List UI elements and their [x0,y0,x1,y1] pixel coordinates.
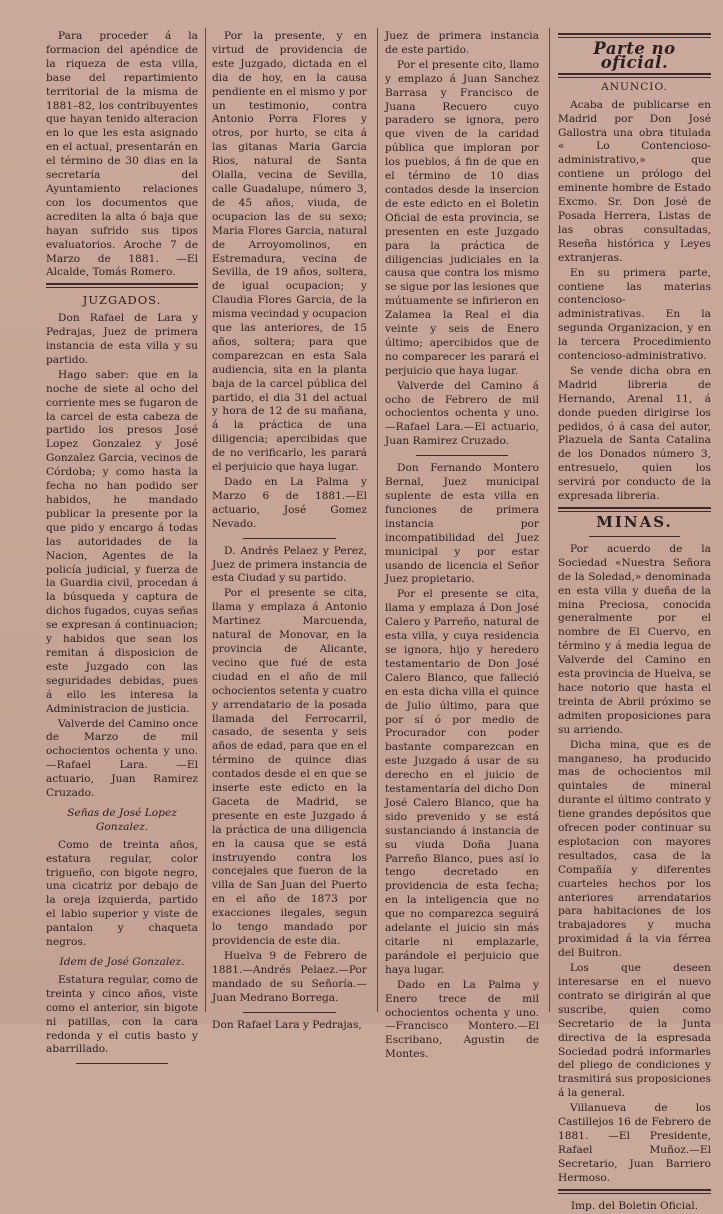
imprint: Imp. del Boletin Oficial. [570,1199,699,1212]
mine-contact: Los que deseen interesarse en el nuevo contrato se dirigirán al que suscribe, quien como Secretario de la Junta directiva de la espresada Sociedad podrá informarles del pliego de condiciones y trasmitirá sus proposiciones á la general. [558,962,711,1100]
aroche-notice: Para proceder á la formacion del apéndice de la riqueza de esta villa, base del repartimiento territorial de la misma de 1881–82, los contribuyentes que hayan tenido alteracion en lo que les esta asignado en el actual, presentarán en el término de 30 dias en la secretaría del Ayuntamiento relaciones con los documentos que acrediten la alta ó baja que hayan sufrido sus tipos evaluatorios. Aroche 7 de Marzo de 1881. —El Alcalde, Tomás Romero. [46,30,198,279]
separator-rule [243,1012,336,1013]
column-divider [205,28,206,1012]
description-1: Como de treinta años, estatura regular, color trigueño, con bigote negro, una cicatriz por debajo de la oreja izquierda, partido el labio superior y viste de pantalon y chaqueta negros. [46,838,198,949]
description-2: Estatura regular, como de treinta y cinco años, viste como el anterior, sin bigote ni patillas, con la cara redonda y el cutis basto y abarrillado. [46,973,198,1056]
description-heading-2: Idem de José Gonzalez. [59,956,185,968]
mine-notice: Por acuerdo de la Sociedad «Nuestra Señora de la Soledad,» denominada en esta villa y dueña de la mina Preciosa, conocida generalmente por el nombre de El Cuervo, en término y á media legua de Valverde del Camino en esta provincia de Huelva, se hace notorio que hasta el treinta de Abril próximo se admiten proposiciones para su arriendo. [558,542,711,736]
sanchez-citation: Por el presente cito, llamo y emplazo á Juan Sanchez Barrasa y Francisco de Juana Recuero cuyo paradero se ignora, pero que viven de la caridad pública que imploran por los pueblos, á fin de que en el término de 10 dias contados desde la insercion de este edicto en el Boletin Oficial de esta provincia, se presenten en este Juzgado para la práctica de diligencias judiciales en la causa que contra los mismo se sigue por las lesiones que mútuamente se infirieron en Zalamea la Real el dia veinte y seis de Enero último; apercibidos que de no comparecer les parará el perjuicio que haya lugar. [385,58,539,377]
calero-citation: Por el presente se cita, llama y emplaza á Don José Calero y Parreño, natural de esta villa, y cuya residencia se ignora, hijo y heredero testamentario de Don José Calero Blanco, que falleció en esta dicha villa el quince de Julio último, para que por sí ó por medio de Procurador con poder bastante comparezcan en este Juzgado á usar de su derecho en el juicio de testamentaría del dicho Don José Calero Blanco, que ha sido prevenido y se está sustanciando á instancia de su viuda Doña Juana Parreño Blanco, pues así lo tengo decretado en providencia de esta fecha; en la inteligencia que no que no comparezca seguirá adelante el juicio sin más citarle ni emplazarle, parándole el perjuicio que haya lugar. [385,588,539,976]
section-rule [46,283,198,288]
mine-signature: Villanueva de los Castillejos 16 de Febrero de 1881. —El Presidente, Rafael Muñoz.—El Secretario, Juan Barriero Hermoso. [558,1102,711,1184]
gitanas-signature: Dado en La Palma y Marzo 6 de 1881.—El actuario, José Gomez Nevado. [212,476,367,530]
section-rule [558,73,711,78]
la-palma-signature: Dado en La Palma y Enero trece de mil ochocientos ochenta y uno.—Francisco Montero.—El Escribano, Agustin de Montes. [385,978,539,1061]
description-heading-1: Señas de José Lopez Gonzalez. [67,806,177,833]
juez-intro: Don Rafael de Lara y Pedrajas, Juez de primera instancia de esta villa y su partido. [46,312,198,366]
column-divider [549,28,550,1012]
valverde-signature: Valverde del Camino á ocho de Febrero de mil ochocientos ochenta y uno.—Rafael Lara.—El actuario, Juan Ramirez Cruzado. [385,379,539,448]
fugitives-notice: Hago saber: que en la noche de siete al ocho del corriente mes se fugaron de la carcel de esta cabeza de partido los presos José Lopez Gonzalez y José Gonzalez Garcia, vecinos de Córdoba; y como hasta la fecha no han podido ser habidos, he mandado publicar la presente por la que pido y encargo á todas las autoridades de la Nacion, Agentes de la policía judicial, y fuerza de la Guardia civil, procedan á la búsqueda y captura de dichos fugados, cuyas señas se expresan á continuacion; y habidos que sean los remitan á disposicion de este Juzgado con las seguridades debidas, pues á ello les interesa la Administracion de justicia. [46,368,198,715]
book-sale: Se vende dicha obra en Madrid libreria de Hernando, Arenal 11, á donde pueden dirigirse los pedidos, ó á casa del autor, Plazuela de Santa Catalina de los Donados número 3, entresuelo, quien los servirá por conducto de la expresada libreria. [558,364,711,503]
book-announcement: Acaba de publicarse en Madrid por Don José Gallostra una obra titulada « Lo Contencioso-administrativo,» que contiene un prólogo del eminente hombre de Estado Excmo. Sr. Don José de Posada Herrera, Listas de las obras consultadas, Reseña histórica y Leyes extranjeras. [558,98,711,264]
anuncio-heading: ANUNCIO. [601,80,668,93]
mine-description: Dicha mina, que es de manganeso, ha producido mas de ochocientos mil quintales de mineral durante el último contrato y tiene grandes depósitos que ofrecen poder continuar su esplotacion con mayores resultados, casa de la Compañía y diferentes cuarteles hechos por los anteriores arrendatarios para habitaciones de los trabajadores y mucha proximidad á la via férrea del Buitron. [558,738,711,960]
minas-heading: MINAS. [596,513,673,531]
huelva-juez-intro: D. Andrés Pelaez y Perez, Juez de primera instancia de esta Ciudad y su partido. [212,544,367,585]
huelva-signature: Huelva 9 de Febrero de 1881.—Andrés Pelaez.—Por mandado de su Señoría.—Juan Medrano Borrega. [212,949,367,1004]
column-3 [385,30,539,1061]
parte-no-oficial-heading: Parte no oficial. [593,39,676,72]
section-rule [558,1189,711,1194]
separator-rule [589,536,681,537]
separator-rule [243,538,336,539]
lara-intro-cont: Juez de primera instancia de este partido. [385,30,539,56]
end-rule [76,1063,167,1064]
column-1 [46,30,198,1056]
section-rule [558,507,711,512]
lara-intro: Don Rafael Lara y Pedrajas, [212,1018,362,1031]
column-4 [558,30,711,1212]
gitanas-citation: Por la presente, y en virtud de providencia de este Juzgado, dictada en el dia de hoy, en la causa pendiente en el mismo y por un testimonio, contra Antonio Porra Flores y otros, por hurto, se cita á las gitanas Maria Garcia Rios, natural de Santa Olalla, vecina de Sevilla, calle Guadalupe, número 3, de 45 años, viuda, de ocupacion las de su sexo; Maria Flores Garcia, natural de Arroyomolinos, en Estremadura, vecina de Sevilla, de 19 años, soltera, de igual ocupacion; y Claudia Flores Garcia, de la misma vecindad y ocupacion que las anteriores, de 15 años, soltera; para que comparezcan en esta Sala audiencia, sita en la planta baja de la carcel pública del partido, el dia 31 del actual y hora de 12 de su mañana, á la práctica de una diligencia; apercibidas que de no verificarlo, les parará el perjuicio que haya lugar. [212,30,367,474]
montero-intro: Don Fernando Montero Bernal, Juez municipal suplente de esta villa en funciones de primera instancia por incompatibilidad del Juez municipal y por estar usando de licencia el Señor Juez propietario. [385,462,539,586]
book-contents: En su primera parte, contiene las materias contencioso-administrativas. En la segunda Organizacion, y en la tercera Procedimiento contencioso-administrativo. [558,266,711,363]
marcuenda-citation: Por el presente se cita, llama y emplaza á Antonio Martinez Marcuenda, natural de Monovar, en la provincia de Alicante, vecino que fué de esta ciudad en el año de mil ochocientos setenta y cuatro y arrendatario de la posada llamada del Ferrocarril, casado, de sesenta y seis años de edad, para que en el término de quince dias contados desde el en que se inserte este edicto en la Gaceta de Madrid, se presente en este Juzgado á la práctica de una diligencia en la causa que se está instruyendo contra los concejales que fueron de la villa de San Juan del Puerto en el año de 1873 por exacciones ilegales, segun lo tengo mandado por providencia de este dia. [212,587,367,947]
column-divider [377,28,378,1012]
separator-rule [416,455,508,456]
column-2 [212,30,367,1031]
juzgados-heading: JUZGADOS. [82,293,162,308]
section-rule [558,33,711,38]
fugitives-signature: Valverde del Camino once de Marzo de mil ochocientos ochenta y uno.—Rafael Lara. —El actuario, Juan Ramirez Cruzado. [46,717,198,800]
